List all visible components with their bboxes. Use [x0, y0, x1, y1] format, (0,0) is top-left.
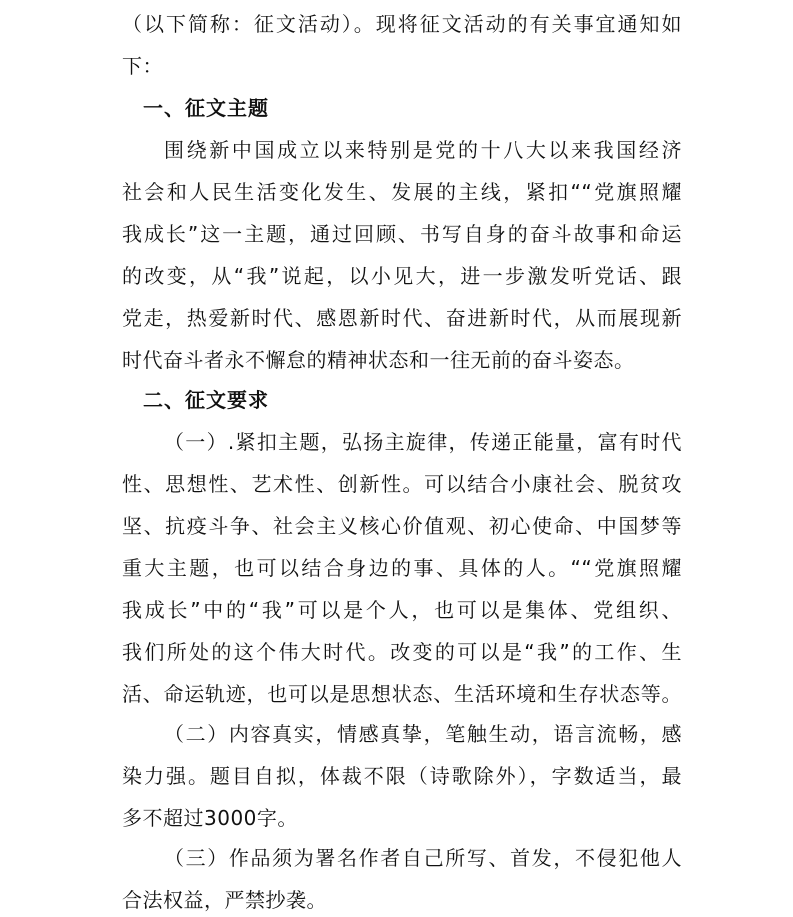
text-line: 活、命运轨迹，也可以是思想状态、生活环境和生存状态等。	[122, 682, 682, 706]
text-line: （一）.紧扣主题，弘扬主旋律，传递正能量，富有时代	[164, 430, 682, 454]
text-line: 合法权益，严禁抄袭。	[122, 888, 327, 912]
text-line: 围绕新中国成立以来特别是党的十八大以来我国经济	[164, 138, 682, 162]
text-line: 重大主题，也可以结合身边的事、具体的人。““党旗照耀	[122, 556, 682, 580]
text-line: 染力强。题目自拟，体裁不限（诗歌除外），字数适当，最	[122, 764, 682, 788]
text-line: 性、思想性、艺术性、创新性。可以结合小康社会、脱贫攻	[122, 472, 682, 496]
text-line: 下：	[122, 54, 163, 78]
text-line: 社会和人民生活变化发生、发展的主线，紧扣““党旗照耀	[122, 180, 682, 204]
text-line: （以下简称：征文活动）。现将征文活动的有关事宜通知如	[122, 12, 682, 36]
text-line: （二）内容真实，情感真挚，笔触生动，语言流畅，感	[164, 722, 682, 746]
text-line: （三）作品须为署名作者自己所写、首发，不侵犯他人	[164, 846, 682, 870]
text-line: 我成长”这一主题，通过回顾、书写自身的奋斗故事和命运	[122, 222, 682, 246]
text-line: 多不超过3000字。	[122, 806, 298, 830]
section-heading-requirements: 二、征文要求	[143, 388, 269, 412]
text-line: 坚、抗疫斗争、社会主义核心价值观、初心使命、中国梦等	[122, 514, 682, 538]
text-line: 时代奋斗者永不懈怠的精神状态和一往无前的奋斗姿态。	[122, 348, 635, 372]
text-line: 我成长”中的“我”可以是个人，也可以是集体、党组织、	[122, 598, 682, 622]
text-line: 党走，热爱新时代、感恩新时代、奋进新时代，从而展现新	[122, 306, 682, 330]
text-line: 我们所处的这个伟大时代。改变的可以是“我”的工作、生	[122, 640, 682, 664]
text-line: 的改变，从“我”说起，以小见大，进一步激发听党话、跟	[122, 264, 682, 288]
section-heading-theme: 一、征文主题	[143, 96, 269, 120]
